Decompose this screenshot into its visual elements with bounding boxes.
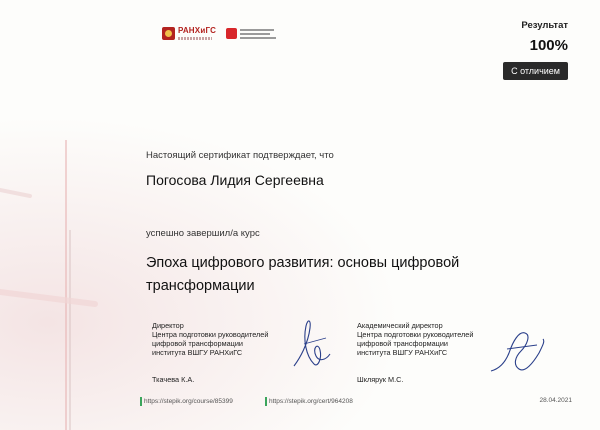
center-logo-text-lines: [240, 29, 276, 39]
certificate-intro: Настоящий сертификат подтверждает, что: [146, 150, 334, 161]
course-title-line-2: трансформации: [146, 278, 255, 294]
course-link-text[interactable]: https://stepik.org/course/85399: [144, 398, 233, 405]
course-title: [146, 252, 536, 298]
signatory-2-title-line: Центра подготовки руководителей: [357, 330, 474, 339]
ranepa-logo-subtitle: [178, 37, 212, 40]
result-panel: [503, 20, 568, 80]
signature-2: [487, 323, 549, 383]
header-logos: [162, 27, 276, 40]
signatory-2-title-line: института ВШГУ РАНХиГС: [357, 348, 448, 357]
link-marker-icon: [265, 397, 267, 406]
signatory-1-title: [152, 321, 268, 357]
signature-1: [286, 314, 336, 376]
ranepa-emblem-icon: [162, 27, 175, 40]
signature-2-stroke: [491, 333, 544, 371]
course-title-line-1: Эпоха цифрового развития: основы цифровой: [146, 255, 460, 271]
signatory-2-name: Шклярук М.С.: [357, 375, 404, 384]
completion-text: успешно завершил/а курс: [146, 228, 260, 239]
result-label: Результат: [521, 20, 568, 31]
signatory-2-title: [357, 321, 473, 357]
signatory-2-title-line: цифровой трансформации: [357, 339, 448, 348]
certificate-link[interactable]: [265, 397, 353, 406]
signatory-1-title-line: цифровой трансформации: [152, 339, 243, 348]
signatory-1-title-line: Центра подготовки руководителей: [152, 330, 269, 339]
decor-stroke-2: [0, 190, 30, 196]
recipient-name: Погосова Лидия Сергеевна: [146, 172, 324, 188]
certificate-link-text[interactable]: https://stepik.org/cert/964208: [269, 398, 353, 405]
signatory-1-title-line: института ВШГУ РАНХиГС: [152, 348, 243, 357]
signatory-1-name: Ткачева К.А.: [152, 375, 195, 384]
center-logo: [226, 28, 276, 39]
result-value: 100%: [529, 37, 568, 54]
signature-1-stroke: [294, 321, 330, 366]
decor-stroke: [0, 292, 95, 304]
ranepa-logo: [162, 27, 216, 40]
course-link[interactable]: [140, 397, 233, 406]
center-emblem-icon: [226, 28, 237, 39]
grade-badge: С отличием: [503, 62, 568, 80]
signatory-2-title-line: Академический директор: [357, 321, 443, 330]
ranepa-logo-text: РАНХиГС: [178, 26, 217, 35]
certificate-footer: [140, 397, 572, 411]
issue-date: 28.04.2021: [539, 397, 572, 404]
signatory-1-title-line: Директор: [152, 321, 184, 330]
link-marker-icon: [140, 397, 142, 406]
